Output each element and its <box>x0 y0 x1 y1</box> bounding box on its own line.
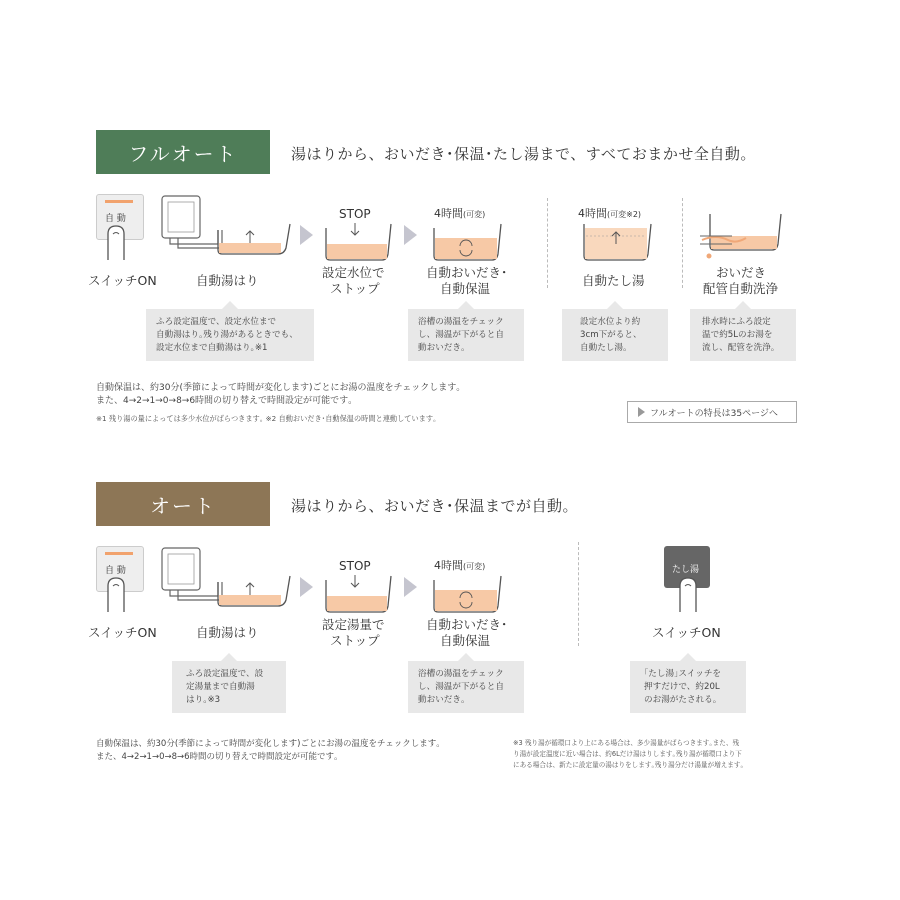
play-icon <box>638 407 645 417</box>
reheat-caption-2b: 自動保温 <box>440 633 491 648</box>
add-switch-label: たし湯 <box>672 565 700 575</box>
add-bubble <box>562 309 668 361</box>
reheat-bubble-2-line-1: 浴槽の湯温をチェック <box>418 669 504 679</box>
auto-note-2: また、4→2→1→0→8→6時間の切り替えで時間設定が可能です｡ <box>96 752 339 762</box>
add-bubble-line-3: 自動たし湯｡ <box>580 343 628 353</box>
fill-bubble-2-line-1: ふろ設定温度で、設 <box>186 669 264 679</box>
fill-bubble-2-line-3: はり｡※3 <box>186 695 221 705</box>
full-auto-headline: 湯はりから、おいだき･保温･たし湯まで、すべておまかせ全自動。 <box>291 145 756 163</box>
tub-add-icon <box>582 222 652 262</box>
tub-stop-icon <box>324 574 392 614</box>
divider <box>578 542 579 646</box>
full-auto-tag: フルオート <box>96 130 270 174</box>
full-auto-note-1: 自動保温は、約30分(季節によって時間が変化します)ごとにお湯の温度をチェックします｡ <box>96 383 461 393</box>
switch-on-label: スイッチON <box>88 273 157 288</box>
switch-on-label-2: スイッチON <box>88 625 157 640</box>
finger-press-icon <box>104 574 134 614</box>
auto-headline: 湯はりから、おいだき･保温までが自動。 <box>291 497 579 515</box>
tub-reheat-icon <box>432 574 502 614</box>
reheat-caption-1b: 自動おいだき･ <box>426 617 508 632</box>
stop-caption-2: ストップ <box>330 281 380 296</box>
reheat-hours-value: 4時間 <box>434 207 463 220</box>
bath-unit-icon <box>160 546 290 608</box>
full-auto-note-2: また、4→2→1→0→8→6時間の切り替えで時間設定が可能です｡ <box>96 396 353 406</box>
fill-bubble-line-1: ふろ設定温度で、設定水位まで <box>156 317 277 327</box>
reheat-hours-value-2: 4時間 <box>434 559 463 572</box>
fill-bubble-line-3: 設定水位まで自動湯はり｡※1 <box>156 343 268 353</box>
add-switch-on-label: スイッチON <box>652 625 721 640</box>
bath-unit-icon <box>160 194 290 256</box>
add-bubble-2-line-1: ｢たし湯｣スイッチを <box>644 669 722 679</box>
fill-bubble-2 <box>172 661 286 713</box>
clean-bubble-line-2: 温で約5Lのお湯を <box>702 330 773 340</box>
stop-caption-1: 設定水位で <box>322 265 385 280</box>
fill-bubble-2-line-2: 定湯量まで自動湯 <box>186 682 255 692</box>
full-auto-link[interactable] <box>627 401 797 423</box>
stop-caption-2b: ストップ <box>330 633 380 648</box>
chevron-right-icon <box>300 577 313 597</box>
finger-press-icon <box>104 222 134 262</box>
switch-label-2: 自 動 <box>105 566 126 576</box>
add-hours <box>578 206 641 223</box>
switch-label: 自 動 <box>105 214 126 224</box>
pipe-clean-icon <box>696 210 786 260</box>
clean-bubble <box>690 309 796 361</box>
stop-label: STOP <box>339 207 371 221</box>
add-bubble-2-line-2: 押すだけで、約20L <box>644 682 720 692</box>
stop-label-2: STOP <box>339 559 371 573</box>
clean-bubble-line-1: 排水時にふろ設定 <box>702 317 771 327</box>
reheat-hours-sub: (可変) <box>463 210 486 219</box>
auto-footnote-1: ※3 残り湯が循環口より上にある場合は、多少湯量がばらつきます｡また、残 <box>513 739 740 747</box>
reheat-bubble-2-line-2: し、湯温が下がると自 <box>418 682 504 692</box>
step-fill-label-2: 自動湯はり <box>196 625 259 640</box>
reheat-bubble-line-1: 浴槽の湯温をチェック <box>418 317 504 327</box>
add-hours-sub: (可変※2) <box>607 210 642 219</box>
full-auto-footnote: ※1 残り湯の量によっては多少水位がばらつきます｡ ※2 自動おいだき･自動保温の時間と連動しています｡ <box>96 414 437 423</box>
chevron-right-icon <box>404 225 417 245</box>
auto-footnote-3: にある場合は、新たに設定量の湯はりをします｡残り湯分だけ湯量が増えます｡ <box>513 761 744 769</box>
add-bubble-2 <box>630 661 746 713</box>
clean-caption-2: 配管自動洗浄 <box>703 281 779 296</box>
auto-tag: オート <box>96 482 270 526</box>
finger-press-icon <box>676 574 706 614</box>
full-auto-link-label: フルオートの特長は35ページへ <box>650 408 778 419</box>
reheat-caption-1: 自動おいだき･ <box>426 265 508 280</box>
reheat-caption-2: 自動保温 <box>440 281 491 296</box>
reheat-bubble-line-3: 動おいだき｡ <box>418 343 466 353</box>
reheat-hours <box>434 206 485 223</box>
fill-bubble <box>146 309 314 361</box>
add-bubble-line-2: 3cm下がると、 <box>580 330 642 340</box>
reheat-bubble-2 <box>408 661 524 713</box>
reheat-bubble-line-2: し、湯温が下がると自 <box>418 330 504 340</box>
fill-bubble-line-2: 自動湯はり｡残り湯があるときでも、 <box>156 330 298 340</box>
reheat-hours-sub-2: (可変) <box>463 562 486 571</box>
step-add-label: 自動たし湯 <box>582 273 645 288</box>
clean-bubble-line-3: 流し、配管を洗浄｡ <box>702 343 776 353</box>
step-fill-label: 自動湯はり <box>196 273 259 288</box>
add-bubble-2-line-3: のお湯がたされる｡ <box>644 695 718 705</box>
add-bubble-line-1: 設定水位より約 <box>580 317 641 327</box>
reheat-hours-2 <box>434 558 485 575</box>
divider <box>682 198 683 288</box>
auto-footnote-2: り湯が設定温度に近い場合は、約6Lだけ湯はりします｡残り湯が循環口より下 <box>513 750 742 758</box>
add-hours-value: 4時間 <box>578 207 607 220</box>
up-arrow-icon <box>244 582 256 596</box>
clean-caption-1: おいだき <box>716 265 767 280</box>
reheat-bubble-2-line-3: 動おいだき｡ <box>418 695 466 705</box>
chevron-right-icon <box>404 577 417 597</box>
tub-stop-icon <box>324 222 392 262</box>
stop-caption-1b: 設定湯量で <box>322 617 385 632</box>
chevron-right-icon <box>300 225 313 245</box>
auto-note-1: 自動保温は、約30分(季節によって時間が変化します)ごとにお湯の温度をチェックします｡ <box>96 739 441 749</box>
up-arrow-icon <box>244 230 256 244</box>
divider <box>547 198 548 288</box>
tub-reheat-icon <box>432 222 502 262</box>
reheat-bubble <box>408 309 524 361</box>
